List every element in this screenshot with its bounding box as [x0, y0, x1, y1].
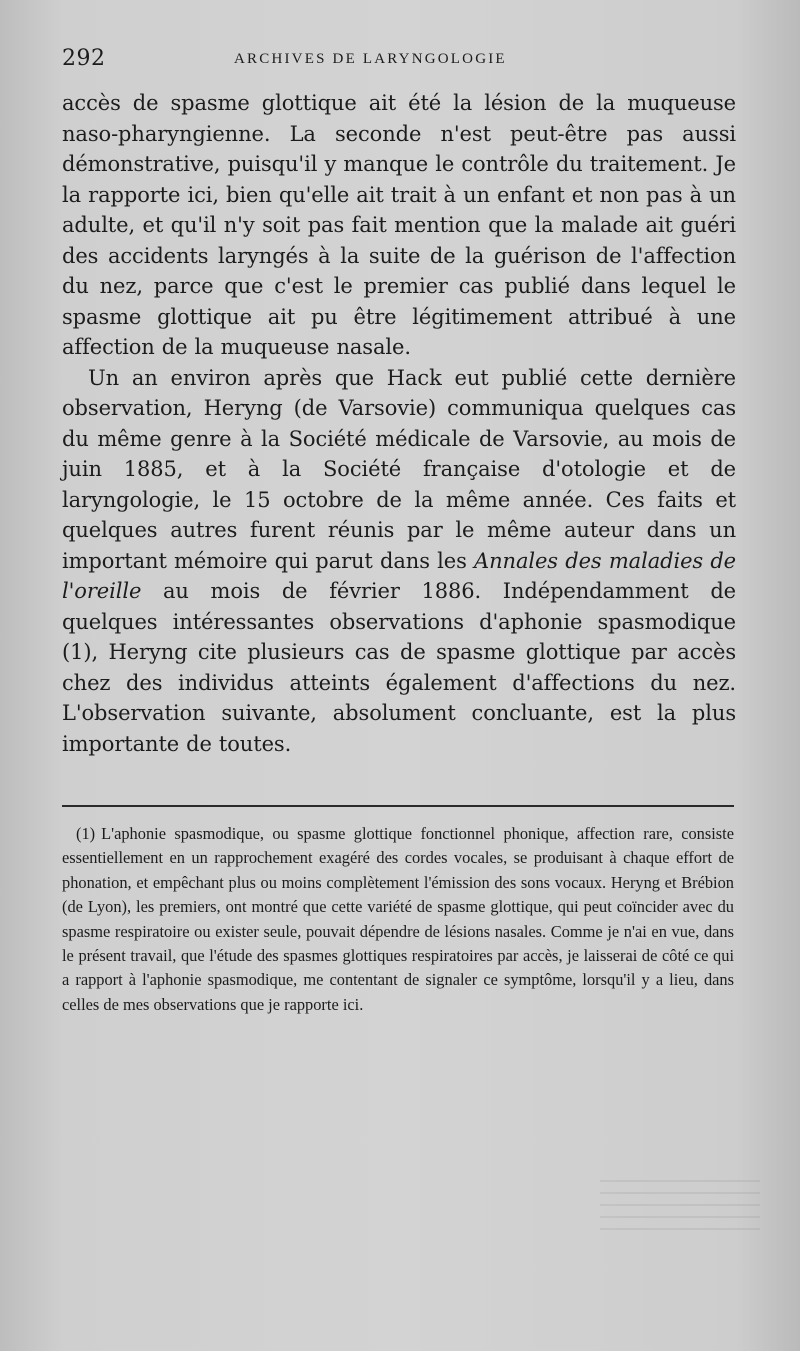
- footnotes: [62, 822, 734, 1017]
- paragraph-2-text-end: au mois de février 1886. Indépendamment de quelques intéressantes observations d'aphonie spasmodique (1), Heryng cite plusieurs cas de spasme glottique par accès chez des individus atteints également d'affections du nez. L'observation suivante, absolument concluante, est la plus importante de toutes.: [62, 579, 736, 756]
- paragraph-2-text-start: Un an environ après que Hack eut publié cette dernière observation, Heryng (de Varsovie) communiqua quelques cas du même genre à la Société médicale de Varsovie, au mois de juin 1885, et à la Société française d'otologie et de laryngologie, le 15 octobre de la même année. Ces faits et quelques autres furent réunis par le même auteur dans un important mémoire qui parut dans les: [62, 365, 736, 573]
- footnote-text: L'aphonie spasmodique, ou spasme glottique fonctionnel phonique, affection rare, consiste essentiellement en un rapprochement exagéré des cordes vocales, se produisant à chaque effort de phonation, et empêchant plus ou moins complètement l'émission des sons vocaux. Heryng et Brébion (de Lyon), les premiers, ont montré que cette variété de spasme glottique, qui peut coïncider avec du spasme respiratoire ou exister seule, pouvait dépendre de lésions nasales. Comme je n'ai en vue, dans le présent travail, que l'étude des spasmes glottiques respiratoires par accès, je laisserai de côté ce qui a rapport à l'aphonie spasmodique, me contentant de signaler ce symptôme, lorsqu'il y a lieu, dans celles de mes observations que je rapporte ici.: [62, 824, 734, 1014]
- journal-title: ARCHIVES DE LARYNGOLOGIE: [234, 51, 507, 67]
- journal-citation: Annales des maladies de l'oreille: [62, 548, 737, 603]
- main-text: [62, 88, 736, 759]
- page-number: 292: [62, 46, 106, 71]
- footnote-mark: (1): [76, 824, 96, 843]
- footnote-1: [62, 822, 734, 1017]
- paragraph-2: [62, 363, 736, 760]
- running-head: [62, 46, 762, 76]
- footnote-divider: [62, 805, 734, 807]
- show-through-texture: [600, 1170, 760, 1230]
- paragraph-1: accès de spasme glottique ait été la lésion de la muqueuse naso-pharyngienne. La seconde n'est peut-être pas aussi démonstrative, puisqu'il y manque le contrôle du traitement. Je la rapporte ici, bien qu'elle ait trait à un enfant et non pas à un adulte, et qu'il n'y soit pas fait mention que la malade ait guéri des accidents laryngés à la suite de la guérison de l'affection du nez, parce que c'est le premier cas publié dans lequel le spasme glottique ait pu être légitimement attribué à une affection de la muqueuse nasale.: [62, 91, 736, 359]
